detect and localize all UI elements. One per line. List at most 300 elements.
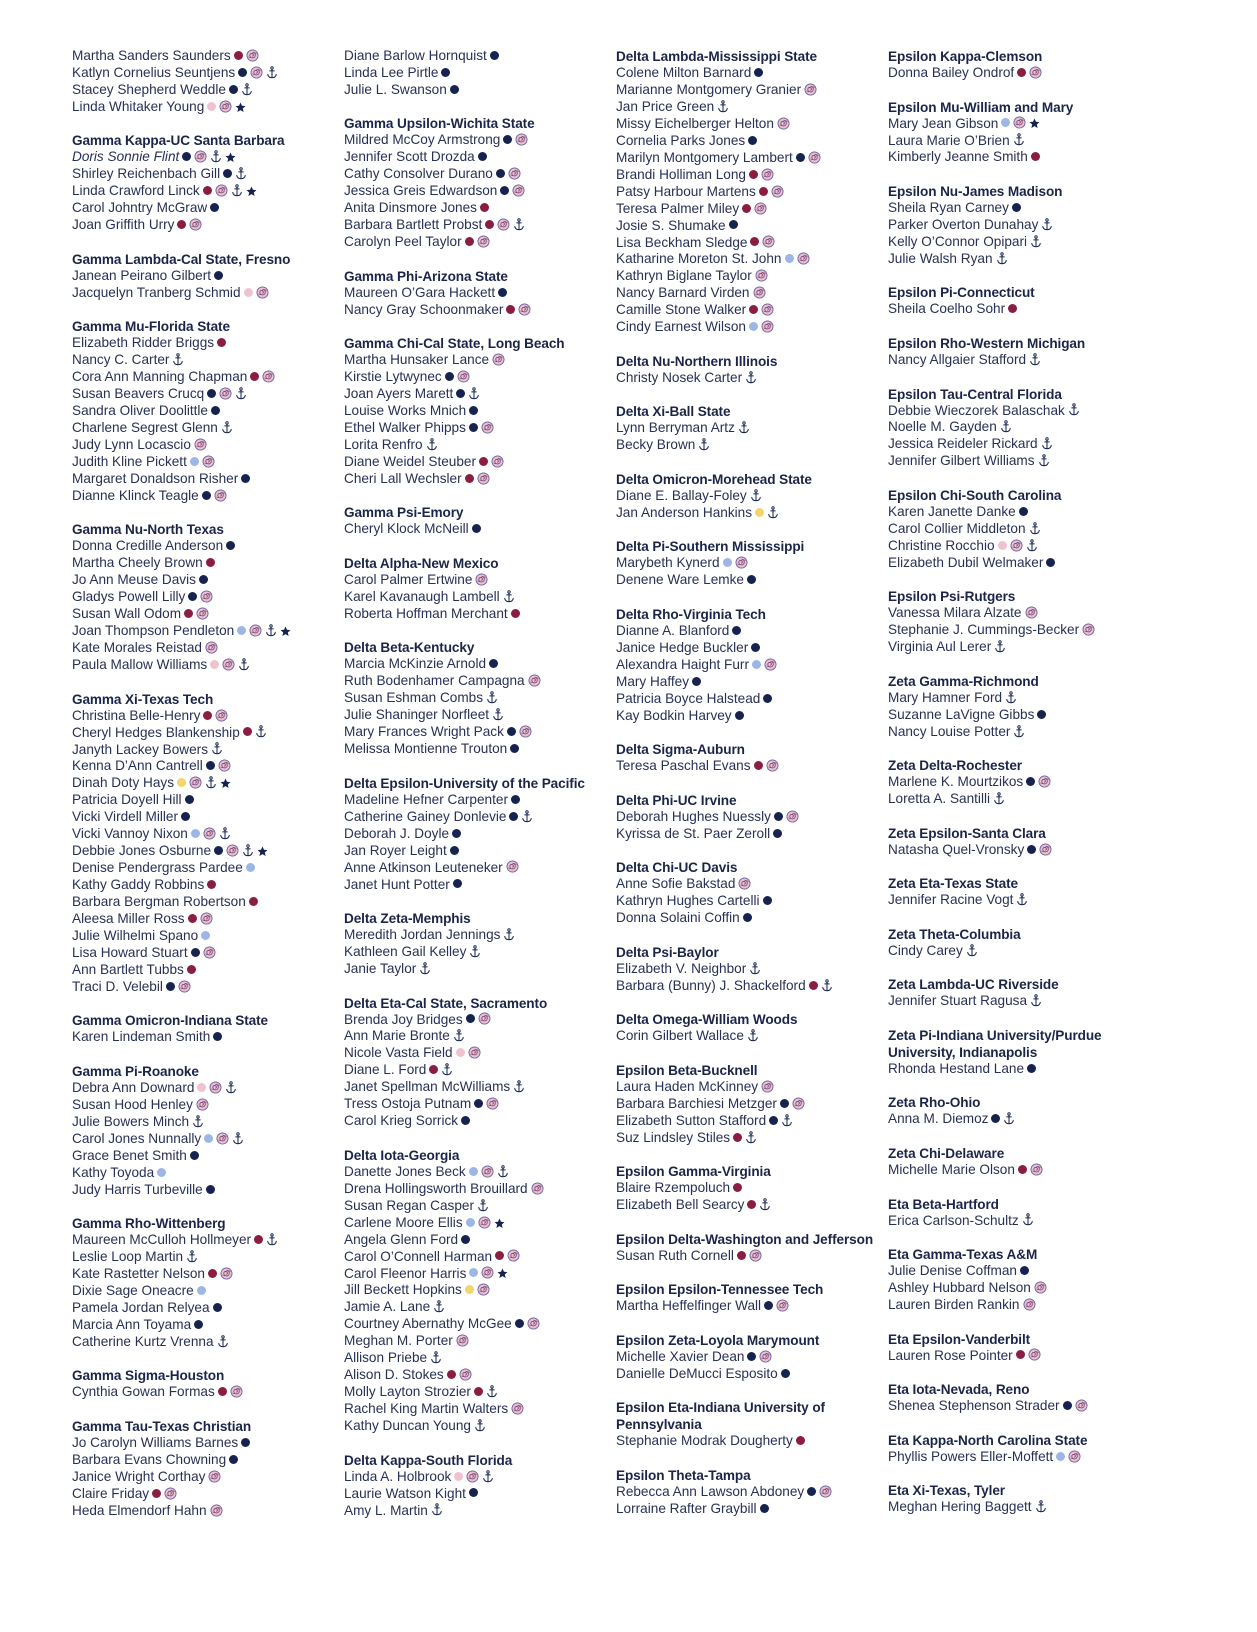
member-entry — [344, 48, 609, 65]
member-entry — [888, 842, 1153, 859]
member-entry — [72, 369, 337, 386]
member-name: Janean Peirano Gilbert — [72, 267, 212, 283]
rose-icon — [512, 184, 525, 197]
member-name: Noelle M. Gayden — [888, 419, 997, 435]
member-entry — [616, 657, 881, 674]
member-name: Courtney Abernathy McGee — [344, 1316, 512, 1332]
navy-dot-icon — [188, 592, 197, 601]
member-entry — [344, 369, 609, 386]
rose-icon — [477, 472, 490, 485]
member-entry — [616, 910, 881, 927]
member-entry — [72, 335, 337, 352]
member-entry — [72, 1266, 337, 1283]
wine-dot-icon — [217, 338, 226, 347]
member-name: Patricia Doyell Hill — [72, 792, 182, 808]
member-name: Kate Morales Reistad — [72, 640, 202, 656]
anchor-icon — [781, 1114, 793, 1127]
anchor-icon — [513, 218, 525, 231]
member-entry — [616, 876, 881, 893]
chapter-block — [888, 757, 1153, 808]
navy-dot-icon — [991, 1114, 1000, 1123]
member-name: Linda Crawford Linck — [72, 183, 200, 199]
navy-dot-icon — [496, 169, 505, 178]
navy-dot-icon — [206, 1185, 215, 1194]
member-entry — [344, 1333, 609, 1350]
chapter-title: Epsilon Rho-Western Michigan — [888, 335, 1086, 351]
navy-dot-icon — [450, 85, 459, 94]
member-name: Katlyn Cornelius Seuntjens — [72, 64, 236, 80]
member-entry — [888, 453, 1153, 470]
chapter-block — [72, 1367, 337, 1401]
member-name: Deborah Hughes Nuessly — [616, 808, 771, 824]
member-entry — [344, 420, 609, 437]
chapter-block — [344, 1452, 609, 1520]
member-name: Rhonda Hestand Lane — [888, 1060, 1025, 1076]
anchor-icon — [430, 1351, 442, 1364]
wine-dot-icon — [747, 1200, 756, 1209]
chapter-title: Eta Epsilon-Vanderbilt — [888, 1331, 1031, 1347]
navy-dot-icon — [229, 1455, 238, 1464]
member-name: Corin Gilbert Wallace — [616, 1028, 744, 1044]
member-entry — [72, 894, 337, 911]
member-name: Elizabeth V. Neighbor — [616, 960, 747, 976]
chapter-title: Epsilon Theta-Tampa — [616, 1467, 751, 1483]
member-entry — [344, 690, 609, 707]
member-name: Lauren Birden Rankin — [888, 1297, 1020, 1312]
rose-icon — [481, 1266, 494, 1279]
member-entry — [72, 725, 337, 742]
chapter-title: Gamma Psi-Emory — [344, 505, 464, 521]
rose-icon — [527, 1317, 540, 1330]
member-name: Jan Royer Leight — [344, 842, 447, 858]
member-name: Janyth Lackey Bowers — [72, 741, 209, 757]
anchor-icon — [1026, 539, 1038, 552]
anchor-icon — [231, 184, 243, 197]
member-name: Margaret Donaldson Risher — [72, 470, 239, 486]
navy-dot-icon — [748, 136, 757, 145]
wine-dot-icon — [474, 1387, 483, 1396]
member-name: Meghan Hering Baggett — [888, 1499, 1032, 1515]
rose-icon — [189, 776, 202, 789]
member-entry — [72, 708, 337, 725]
member-entry — [888, 200, 1153, 217]
member-name: Laura Haden McKinney — [616, 1078, 759, 1094]
member-name: Danette Jones Beck — [344, 1163, 466, 1179]
member-entry — [344, 724, 609, 741]
member-entry — [72, 1114, 337, 1131]
member-entry — [888, 791, 1153, 808]
star-icon — [494, 1217, 505, 1228]
wine-dot-icon — [1008, 304, 1017, 313]
member-name: Mildred McCoy Armstrong — [344, 132, 501, 148]
member-name: Alison D. Stokes — [344, 1367, 444, 1383]
anchor-icon — [492, 708, 504, 721]
navy-dot-icon — [763, 896, 772, 905]
wine-dot-icon — [429, 1065, 438, 1074]
member-entry — [344, 183, 609, 200]
member-name: Nancy Louise Potter — [888, 723, 1011, 739]
member-entry — [616, 708, 881, 725]
member-name: Traci D. Velebil — [72, 978, 163, 994]
member-name: Marlene K. Mourtzikos — [888, 774, 1024, 790]
navy-dot-icon — [466, 1014, 475, 1023]
wine-dot-icon — [733, 1133, 742, 1142]
chapter-title: Delta Nu-Northern Illinois — [616, 353, 778, 369]
chapter-block — [888, 875, 1153, 909]
member-entry — [616, 184, 881, 201]
member-entry — [72, 877, 337, 894]
member-name: Donna Credille Anderson — [72, 538, 224, 554]
anchor-icon — [513, 1080, 525, 1093]
wine-dot-icon — [206, 558, 215, 567]
member-name: Susan Wall Odom — [72, 606, 182, 622]
rose-icon — [518, 303, 531, 316]
anchor-icon — [759, 1198, 771, 1211]
rose-icon — [792, 1097, 805, 1110]
member-name: Paula Mallow Williams — [72, 657, 208, 673]
chapter-block — [616, 1011, 881, 1045]
member-entry — [72, 742, 337, 759]
anchor-icon — [767, 506, 779, 519]
rose-icon — [776, 1299, 789, 1312]
member-entry — [344, 1350, 609, 1367]
member-entry — [616, 555, 881, 572]
member-name: Phyllis Powers Eller-Moffett — [888, 1448, 1054, 1464]
chapter-title: Gamma Omicron-Indiana State — [72, 1013, 268, 1029]
member-name: Carlene Moore Ellis — [344, 1214, 463, 1230]
chapter-block — [344, 504, 609, 538]
chapter-block — [344, 1147, 609, 1435]
rose-icon — [468, 1046, 481, 1059]
anchor-icon — [235, 387, 247, 400]
anchor-icon — [419, 962, 431, 975]
member-entry — [72, 166, 337, 183]
navy-dot-icon — [490, 51, 499, 60]
member-entry — [72, 488, 337, 505]
rose-icon — [515, 133, 528, 146]
navy-dot-icon — [453, 879, 462, 888]
member-entry — [616, 1433, 881, 1450]
star-icon — [1029, 117, 1040, 128]
member-name: Maureen O’Gara Hackett — [344, 284, 496, 300]
chapter-block — [616, 471, 881, 522]
member-entry — [344, 285, 609, 302]
navy-dot-icon — [238, 68, 247, 77]
member-name: Janet Spellman McWilliams — [344, 1079, 511, 1095]
member-name: Cheryl Hedges Blankenship — [72, 724, 240, 740]
wine-dot-icon — [737, 1251, 746, 1260]
chapter-block — [888, 284, 1153, 318]
chapter-title: Epsilon Kappa-Clemson — [888, 49, 1043, 64]
member-name: Maureen McCulloh Hollmeyer — [72, 1232, 252, 1248]
member-entry — [72, 1503, 337, 1520]
star-icon — [257, 845, 268, 856]
rose-icon — [203, 946, 216, 959]
member-entry — [344, 132, 609, 149]
member-name: Allison Priebe — [344, 1350, 428, 1366]
navy-dot-icon — [692, 677, 701, 686]
navy-dot-icon — [469, 423, 478, 432]
member-name: Charlene Segrest Glenn — [72, 420, 218, 436]
chapter-block — [888, 1027, 1153, 1078]
member-entry — [616, 420, 881, 437]
member-name: Joan Thompson Pendleton — [72, 623, 235, 639]
chapter-block — [888, 588, 1153, 656]
chapter-block — [344, 335, 609, 488]
member-name: Loretta A. Santilli — [888, 791, 991, 807]
member-name: Josie S. Shumake — [616, 217, 726, 233]
member-name: Marybeth Kynerd — [616, 555, 720, 571]
member-entry — [344, 1418, 609, 1435]
chapter-title: Delta Zeta-Memphis — [344, 911, 471, 927]
member-entry — [344, 1384, 609, 1401]
anchor-icon — [1030, 235, 1042, 248]
navy-dot-icon — [478, 152, 487, 161]
member-name: Tress Ostoja Putnam — [344, 1096, 472, 1112]
pink-dot-icon — [207, 102, 216, 111]
chapter-title: Eta Xi-Texas, Tyler — [888, 1483, 1005, 1499]
anchor-icon — [192, 1115, 204, 1128]
rose-icon — [738, 877, 751, 890]
member-entry — [616, 133, 881, 150]
member-name: Jo Carolyn Williams Barnes — [72, 1435, 239, 1451]
member-name: Kimberly Jeanne Smith — [888, 149, 1028, 165]
member-name: Ashley Hubbard Nelson — [888, 1280, 1031, 1296]
member-entry — [344, 1299, 609, 1316]
chapter-title: Gamma Rho-Wittenberg — [72, 1216, 226, 1232]
member-name: Kyrissa de St. Paer Zeroll — [616, 825, 771, 841]
navy-dot-icon — [773, 829, 782, 838]
chapter-title: Zeta Pi-Indiana University/Purdue University, Indianapolis — [888, 1027, 1102, 1060]
anchor-icon — [235, 167, 247, 180]
member-name: Anne Sofie Bakstad — [616, 876, 736, 892]
member-name: Diane Weidel Steuber — [344, 453, 476, 469]
anchor-icon — [266, 1233, 278, 1246]
rose-icon — [215, 709, 228, 722]
member-entry — [344, 1062, 609, 1079]
anchor-icon — [1016, 893, 1028, 906]
member-entry — [344, 589, 609, 606]
wine-dot-icon — [152, 1489, 161, 1498]
member-entry — [344, 944, 609, 961]
blue-dot-icon — [1001, 118, 1010, 127]
column-3 — [616, 48, 881, 1534]
wine-dot-icon — [208, 1269, 217, 1278]
member-entry — [72, 911, 337, 928]
member-entry — [616, 623, 881, 640]
member-name: Amy L. Martin — [344, 1502, 428, 1518]
wine-dot-icon — [188, 914, 197, 923]
chapter-block — [888, 386, 1153, 471]
member-name: Susan Regan Casper — [344, 1197, 474, 1213]
member-entry — [616, 370, 881, 387]
chapter-block — [72, 1012, 337, 1046]
wine-dot-icon — [207, 880, 216, 889]
rose-icon — [804, 83, 817, 96]
navy-dot-icon — [780, 1099, 789, 1108]
member-name: Julie Shaninger Norfleet — [344, 707, 490, 723]
rose-icon — [222, 658, 235, 671]
navy-dot-icon — [774, 812, 783, 821]
member-entry — [888, 217, 1153, 234]
navy-dot-icon — [747, 575, 756, 584]
member-entry — [616, 893, 881, 910]
rose-icon — [749, 1249, 762, 1262]
chapter-block — [888, 487, 1153, 572]
anchor-icon — [821, 979, 833, 992]
chapter-block — [616, 403, 881, 454]
member-entry — [888, 943, 1153, 960]
anchor-icon — [1003, 1112, 1015, 1125]
member-entry — [888, 1449, 1153, 1466]
rose-icon — [164, 1487, 177, 1500]
chapter-title: Delta Alpha-New Mexico — [344, 555, 499, 571]
member-entry — [888, 555, 1153, 572]
chapter-block — [888, 48, 1153, 82]
chapter-title: Zeta Theta-Columbia — [888, 926, 1021, 942]
rose-icon — [478, 1216, 491, 1229]
blue-dot-icon — [466, 1218, 475, 1227]
member-entry — [72, 1232, 337, 1249]
wine-dot-icon — [187, 965, 196, 974]
member-name: Diane L. Ford — [344, 1062, 427, 1078]
rose-icon — [1023, 1298, 1036, 1311]
member-entry — [72, 1469, 337, 1486]
chapter-title: Zeta Eta-Texas State — [888, 876, 1018, 892]
rose-icon — [486, 1097, 499, 1110]
wine-dot-icon — [796, 1436, 805, 1445]
navy-dot-icon — [754, 68, 763, 77]
member-entry — [616, 1197, 881, 1214]
navy-dot-icon — [735, 711, 744, 720]
wine-dot-icon — [184, 609, 193, 618]
member-name: Marilyn Montgomery Lambert — [616, 149, 793, 165]
member-name: Dianne A. Blanford — [616, 622, 730, 638]
member-entry — [888, 1061, 1153, 1078]
navy-dot-icon — [489, 659, 498, 668]
rose-icon — [477, 235, 490, 248]
chapter-title: Delta Phi-UC Irvine — [616, 792, 737, 808]
navy-dot-icon — [452, 829, 461, 838]
anchor-icon — [266, 66, 278, 79]
member-entry — [888, 521, 1153, 538]
wine-dot-icon — [495, 1251, 504, 1260]
chapter-title: Epsilon Gamma-Virginia — [616, 1164, 771, 1180]
wine-dot-icon — [234, 51, 243, 60]
rose-icon — [492, 353, 505, 366]
member-name: Sheila Coelho Sohr — [888, 301, 1006, 317]
member-entry — [616, 1501, 881, 1518]
member-entry — [72, 183, 337, 200]
member-name: Doris Sonnie Flint — [72, 149, 180, 165]
wine-dot-icon — [203, 186, 212, 195]
navy-dot-icon — [498, 288, 507, 297]
star-icon — [225, 151, 236, 162]
member-entry — [888, 993, 1153, 1010]
member-name: Laurie Watson Kight — [344, 1485, 466, 1501]
member-entry — [344, 877, 609, 894]
chapter-title: Gamma Pi-Roanoke — [72, 1063, 199, 1079]
anchor-icon — [255, 725, 267, 738]
member-name: Barbara Bergman Robertson — [72, 894, 246, 910]
member-name: Mary Hamner Ford — [888, 689, 1003, 705]
navy-dot-icon — [441, 68, 450, 77]
member-entry — [616, 167, 881, 184]
rose-icon — [215, 184, 228, 197]
member-name: Jessica Reideler Rickard — [888, 436, 1038, 452]
member-name: Vicki Vannoy Nixon — [72, 826, 188, 842]
chapter-block — [888, 1246, 1153, 1314]
member-name: Jennifer Stuart Ragusa — [888, 993, 1028, 1009]
member-name: Denene Ware Lemke — [616, 572, 744, 588]
member-entry — [344, 1401, 609, 1418]
anchor-icon — [431, 1503, 443, 1516]
rose-icon — [1034, 1281, 1047, 1294]
navy-dot-icon — [472, 524, 481, 533]
chapter-block — [616, 538, 881, 589]
wine-dot-icon — [742, 204, 751, 213]
chapter-title: Gamma Tau-Texas Christian — [72, 1419, 252, 1435]
navy-dot-icon — [190, 1151, 199, 1160]
member-name: Barbara Evans Chowning — [72, 1451, 227, 1467]
member-name: Lorita Renfro — [344, 436, 423, 452]
rose-icon — [735, 556, 748, 569]
member-name: Sandra Oliver Doolittle — [72, 403, 208, 419]
anchor-icon — [1035, 1500, 1047, 1513]
anchor-icon — [225, 1081, 237, 1094]
member-name: Vicki Virdell Miller — [72, 809, 179, 825]
blue-dot-icon — [191, 829, 200, 838]
member-name: Donna Bailey Ondrof — [888, 65, 1015, 80]
anchor-icon — [1029, 522, 1041, 535]
anchor-icon — [1000, 420, 1012, 433]
member-name: Alexandra Haight Furr — [616, 656, 749, 672]
anchor-icon — [1013, 133, 1025, 146]
navy-dot-icon — [206, 761, 215, 770]
member-name: Lynn Berryman Artz — [616, 420, 735, 436]
member-entry — [616, 99, 881, 116]
member-name: Grace Benet Smith — [72, 1147, 187, 1163]
member-name: Ann Marie Bronte — [344, 1028, 450, 1044]
member-name: Susan Beavers Crucq — [72, 386, 205, 402]
rose-icon — [246, 49, 259, 62]
member-name: Carol Collier Middleton — [888, 520, 1026, 536]
member-entry — [72, 386, 337, 403]
wine-dot-icon — [447, 1370, 456, 1379]
member-name: Michelle Xavier Dean — [616, 1348, 745, 1364]
anchor-icon — [211, 742, 223, 755]
chapter-title: Delta Omicron-Morehead State — [616, 471, 812, 487]
member-entry — [888, 251, 1153, 268]
chapter-block — [616, 792, 881, 843]
anchor-icon — [238, 658, 250, 671]
anchor-icon — [966, 944, 978, 957]
chapter-title: Delta Pi-Southern Mississippi — [616, 539, 805, 555]
rose-icon — [200, 590, 213, 603]
member-name: Lauren Rose Pointer — [888, 1347, 1013, 1363]
member-name: Sheila Ryan Carney — [888, 200, 1009, 215]
member-entry — [344, 1096, 609, 1113]
rose-icon — [511, 1402, 524, 1415]
member-entry — [616, 65, 881, 82]
member-entry — [72, 420, 337, 437]
chapter-block — [616, 1399, 881, 1450]
member-name: Kathryn Hughes Cartelli — [616, 893, 760, 909]
wine-dot-icon — [809, 981, 818, 990]
pink-dot-icon — [244, 288, 253, 297]
wine-dot-icon — [485, 220, 494, 229]
anchor-icon — [993, 792, 1005, 805]
